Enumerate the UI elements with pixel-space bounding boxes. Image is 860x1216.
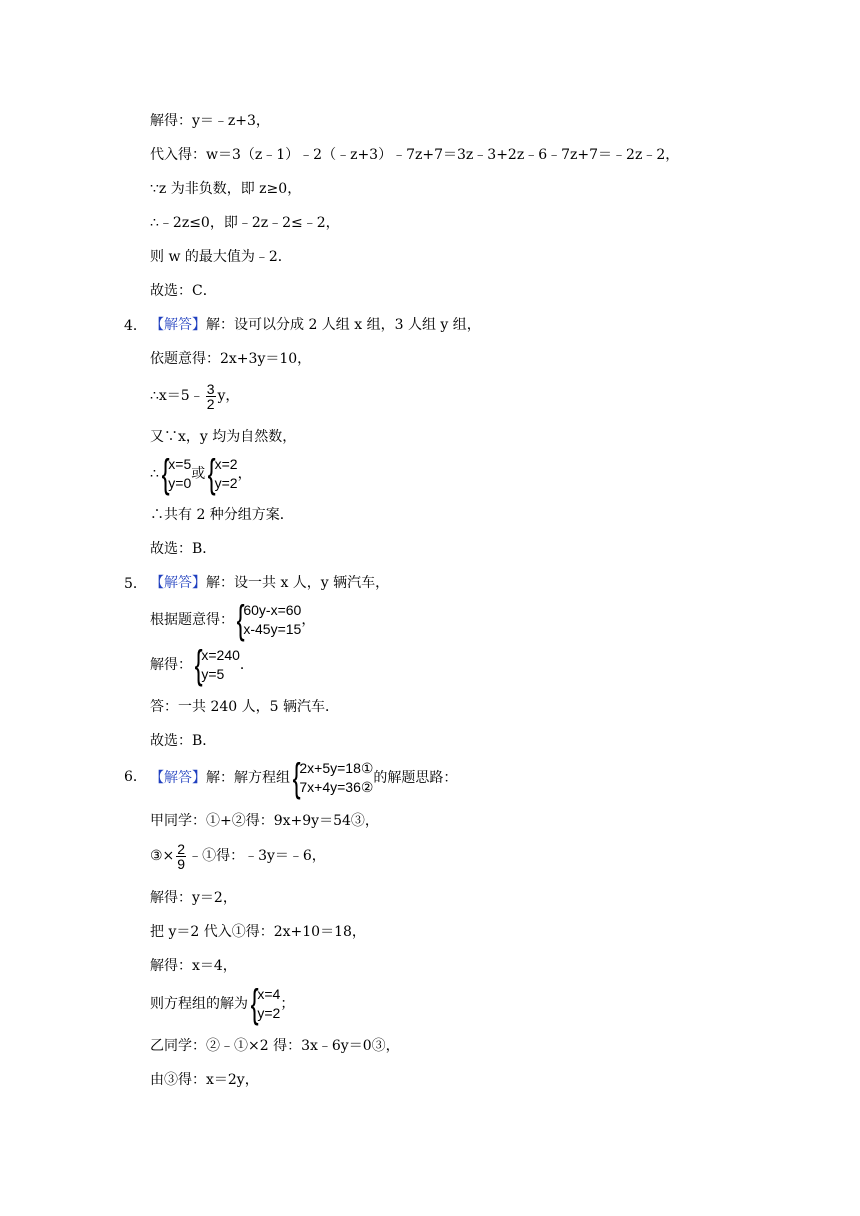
equation: x=4 bbox=[257, 986, 281, 1002]
fraction bbox=[206, 382, 216, 411]
text-line: 把 y＝2 代入①得：2x+10＝18， bbox=[150, 924, 366, 940]
text-line: 故选：B． bbox=[150, 541, 217, 557]
text-line: ∴﹣2z≤0，即﹣2z﹣2≤﹣2， bbox=[150, 215, 340, 231]
text-line: 故选：C． bbox=[150, 283, 217, 299]
equation: y=5 bbox=[201, 666, 225, 682]
fraction-denominator: 9 bbox=[177, 855, 186, 872]
answer-tag: 【解答】 bbox=[150, 770, 206, 786]
text-line: 解得：y＝﹣z+3， bbox=[150, 113, 270, 129]
answer-tag: 【解答】 bbox=[150, 317, 206, 333]
brace-icon: { bbox=[194, 643, 203, 687]
text-span: 解：解方程组 bbox=[206, 770, 290, 786]
text-span: ， bbox=[301, 612, 316, 628]
text-span: 根据题意得： bbox=[150, 612, 234, 628]
text-line: 解得：y＝2， bbox=[150, 890, 237, 906]
text-span: 解：设一共 x 人，y 辆汽车， bbox=[206, 575, 390, 591]
text-span: y， bbox=[217, 388, 240, 404]
text-span: ； bbox=[280, 996, 295, 1012]
brace-icon: { bbox=[161, 452, 170, 496]
brace-icon: { bbox=[207, 452, 216, 496]
text-span: 解得： bbox=[150, 657, 192, 673]
text-line: 又∵x，y 均为自然数， bbox=[150, 429, 297, 445]
text-span: ③× bbox=[150, 848, 175, 864]
text-line: ∵z 为非负数，即 z≥0， bbox=[150, 181, 302, 197]
brace-icon: { bbox=[250, 982, 259, 1026]
text-line: ∴共有 2 种分组方案． bbox=[150, 507, 294, 523]
fraction-numerator: 2 bbox=[177, 840, 186, 857]
text-line bbox=[150, 841, 326, 871]
equation: y=2 bbox=[214, 475, 238, 491]
text-line bbox=[150, 454, 252, 494]
equation-system bbox=[205, 454, 237, 494]
text-span: ． bbox=[239, 657, 254, 673]
text-line bbox=[150, 984, 294, 1024]
question-number: 5． bbox=[124, 576, 147, 592]
equation: x-45y=15 bbox=[243, 621, 302, 637]
equation-system bbox=[159, 454, 191, 494]
text-line bbox=[150, 381, 239, 411]
text-line bbox=[150, 645, 254, 685]
equation: y=2 bbox=[257, 1005, 281, 1021]
text-span: 解：设可以分成 2 人组 x 组，3 人组 y 组， bbox=[206, 317, 481, 333]
text-line: 则 w 的最大值为﹣2． bbox=[150, 249, 292, 265]
text-line: 故选：B． bbox=[150, 733, 217, 749]
brace-icon: { bbox=[292, 756, 301, 800]
question-number: 4． bbox=[124, 318, 147, 334]
equation: x=5 bbox=[168, 456, 192, 472]
text-line: 解得：x＝4， bbox=[150, 958, 237, 974]
equation-system bbox=[248, 984, 280, 1024]
equation: x=2 bbox=[214, 456, 238, 472]
text-span: ， bbox=[237, 466, 252, 482]
equation-system bbox=[192, 645, 240, 685]
answer-tag: 【解答】 bbox=[150, 575, 206, 591]
equation-system bbox=[234, 600, 301, 640]
fraction-denominator: 2 bbox=[206, 395, 215, 412]
fraction-numerator: 3 bbox=[206, 380, 215, 397]
equation: 7x+4y=36② bbox=[299, 779, 374, 795]
text-line: 代入得：w＝3（z﹣1）﹣2（﹣z+3）﹣7z+7＝3z﹣3+2z﹣6﹣7z+7＝﹣2z﹣2， bbox=[150, 147, 680, 163]
text-span: 则方程组的解为 bbox=[150, 996, 248, 1012]
text-span: ∴ bbox=[150, 466, 159, 482]
text-line bbox=[150, 758, 457, 798]
text-line: 由③得：x＝2y， bbox=[150, 1072, 259, 1088]
brace-icon: { bbox=[236, 598, 245, 642]
text-span: 或 bbox=[191, 466, 206, 482]
text-line: 依题意得：2x+3y＝10， bbox=[150, 351, 312, 367]
text-span: ﹣①得：﹣3y＝﹣6， bbox=[188, 848, 326, 864]
text-line bbox=[150, 600, 315, 640]
equation-system bbox=[290, 758, 373, 798]
text-line bbox=[150, 573, 389, 593]
equation: 60y-x=60 bbox=[243, 602, 302, 618]
text-line bbox=[150, 315, 481, 335]
equation: x=240 bbox=[201, 647, 240, 663]
text-line: 甲同学：①+②得：9x+9y＝54③， bbox=[150, 813, 379, 829]
text-line: 乙同学：②﹣①×2 得：3x﹣6y＝0③， bbox=[150, 1038, 400, 1054]
equation: 2x+5y=18① bbox=[299, 760, 374, 776]
text-span: 的解题思路： bbox=[373, 770, 458, 786]
text-line: 答：一共 240 人，5 辆汽车． bbox=[150, 699, 339, 715]
fraction bbox=[176, 842, 186, 871]
equation: y=0 bbox=[168, 475, 192, 491]
text-span: ∴x＝5﹣ bbox=[150, 388, 204, 404]
question-number: 6． bbox=[124, 769, 147, 785]
